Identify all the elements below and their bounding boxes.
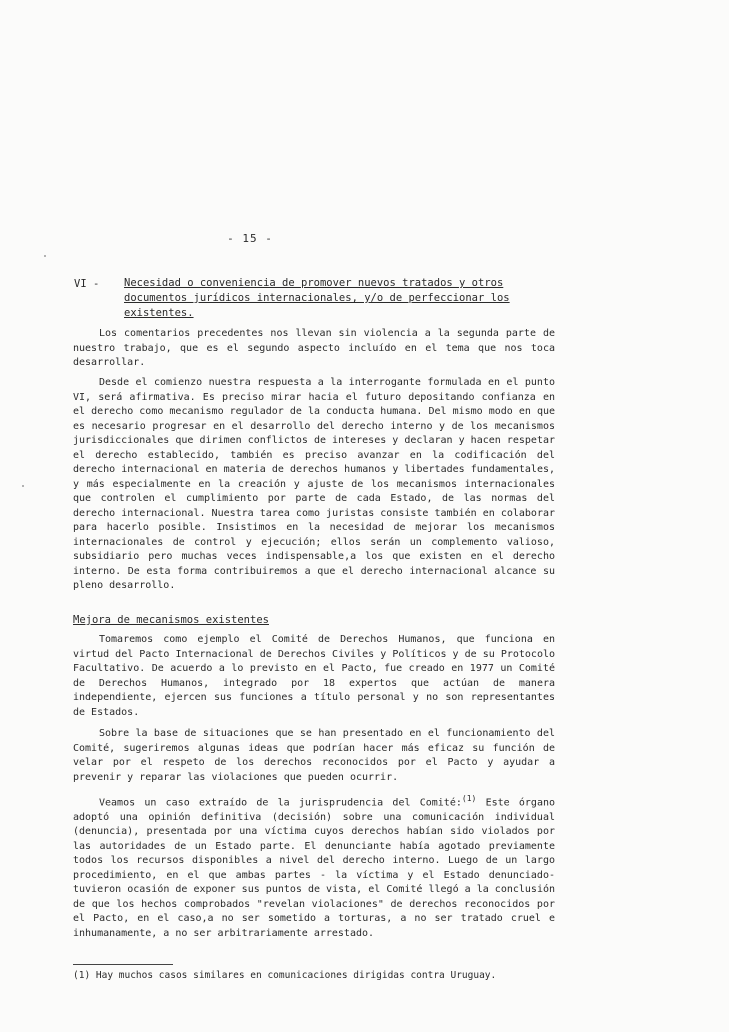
subheading: Mejora de mecanismos existentes [73,614,269,626]
footnote-mark: (1) [461,794,477,803]
paragraph [73,376,555,594]
section-title: Necesidad o conveniencia de promover nuevos tratados y otros documentos jurídicos internacionales, y/o de perfeccionar los existentes. [124,277,510,319]
footnote-divider [73,964,173,965]
page-number: - 15 - [227,232,273,245]
scan-speck [22,485,24,487]
paragraph [73,327,555,371]
paragraph-text: Veamos un caso extraído de la jurisprudencia del Comité: [99,797,462,809]
paragraph [73,792,555,941]
paragraph-text: Desde el comienzo nuestra respuesta a la interrogante formulada en el punto VI, será afirmativa. Es preciso mirar hacia el futuro depositando confianza en el derecho como mecanismo regulador de la conducta humana. Del mismo modo en que es necesario progresar en el desarrollo del derecho interno y de los mecanismos jurisdiccionales que dirimen conflictos de intereses y declaran y hacen respetar el derecho establecido, también es preciso avanzar en la codificación del derecho internacional en materia de derechos humanos y libertades fundamentales, y más especialmente en la creación y ajuste de los mecanismos internacionales que controlen el cumplimiento por parte de cada Estado, de las normas del derecho internacional. Nuestra tarea como juristas consiste también en colaborar para hacerlo posible. Insistimos en la necesidad de mejorar los mecanismos internacionales de control y ejecución; ellos serán un complemento valioso, subsidiario pero muchas veces indispensable,a los que existen en el derecho interno. De esta forma contribuiremos a que el derecho internacional alcance su pleno desarrollo. [73,377,555,591]
section-number: VI - [74,278,100,290]
scan-speck [44,255,46,257]
paragraph-text: Los comentarios precedentes nos llevan sin violencia a la segunda parte de nuestro trabajo, que es el segundo aspecto incluído en el tema que nos toca desarrollar. [73,328,555,368]
paragraph-text: Tomaremos como ejemplo el Comité de Derechos Humanos, que funciona en virtud del Pacto Internacional de Derechos Civiles y Políticos y de su Protocolo Facultativo. De acuerdo a lo previsto en el Pacto, fue creado en 1977 un Comité de Derechos Humanos, integrado por 18 expertos que actúan de manera independiente, ejercen sus funciones a título personal y no son representantes de Estados. [73,634,555,718]
paragraph [73,633,555,720]
footnote: (1) Hay muchos casos similares en comunicaciones dirigidas contra Uruguay. [73,970,497,981]
paragraph-text: Este órgano adoptó una opinión definitiva (decisión) sobre una comunicación individual (denuncia), presentada por una víctima cuyos derechos habían sido violados por las autoridades de un Estado parte. El denunciante había agotado previamente todos los recursos disponibles a nivel del derecho interno. Luego de un largo procedimiento, en el que ambas partes - la víctima y el Estado denunciado- tuvieron ocasión de exponer sus puntos de vista, el Comité llegó a la conclusión de que los hechos comprobados "revelan violaciones" de derechos reconocidos por el Pacto, en el caso,a no ser sometido a torturas, a no ser tratado cruel e inhumanamente, a no ser arbitrariamente arrestado. [73,797,556,939]
paragraph-text: Sobre la base de situaciones que se han presentado en el funcionamiento del Comité, sugeriremos algunas ideas que podrían hacer más eficaz su función de velar por el respeto de los derechos reconocidos por el Pacto y ayudar a prevenir y reparar las violaciones que pueden ocurrir. [73,728,555,783]
paragraph [73,727,555,785]
